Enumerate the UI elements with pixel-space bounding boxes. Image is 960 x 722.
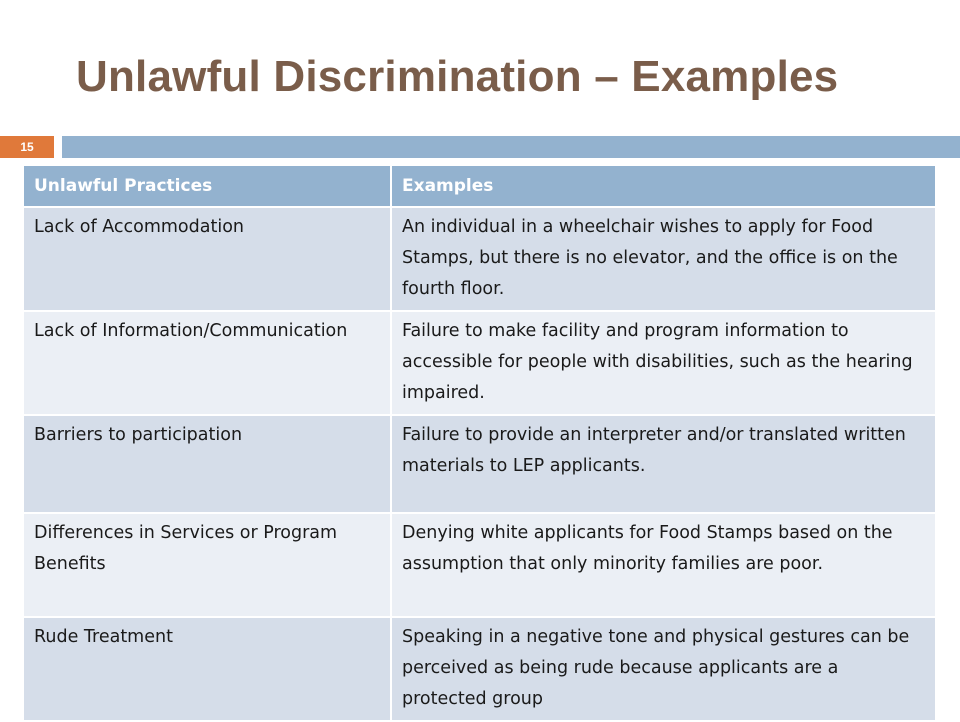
example-cell: Speaking in a negative tone and physical gestures can be perceived as being rude because applicants are a protected group xyxy=(391,617,936,721)
practice-cell: Barriers to participation xyxy=(24,415,391,513)
practice-cell: Lack of Information/Communication xyxy=(24,311,391,415)
table-row xyxy=(24,617,936,721)
example-cell: Failure to make facility and program information to accessible for people with disabilities, such as the hearing impaired. xyxy=(391,311,936,415)
header-examples: Examples xyxy=(391,166,936,207)
practice-cell: Rude Treatment xyxy=(24,617,391,721)
practices-table xyxy=(24,166,937,722)
slide-title: Unlawful Discrimination – Examples xyxy=(76,52,839,101)
example-cell: Failure to provide an interpreter and/or translated written materials to LEP applicants. xyxy=(391,415,936,513)
practice-cell: Differences in Services or Program Benefits xyxy=(24,513,391,617)
table-row xyxy=(24,415,936,513)
table-row xyxy=(24,311,936,415)
slide-number-badge: 15 xyxy=(0,136,54,158)
example-cell: An individual in a wheelchair wishes to apply for Food Stamps, but there is no elevator, and the office is on the fourth floor. xyxy=(391,207,936,311)
example-cell: Denying white applicants for Food Stamps based on the assumption that only minority families are poor. xyxy=(391,513,936,617)
practice-cell: Lack of Accommodation xyxy=(24,207,391,311)
table-row xyxy=(24,207,936,311)
accent-bar xyxy=(62,136,960,158)
header-unlawful-practices: Unlawful Practices xyxy=(24,166,391,207)
table-header-row xyxy=(24,166,936,207)
table-row xyxy=(24,513,936,617)
